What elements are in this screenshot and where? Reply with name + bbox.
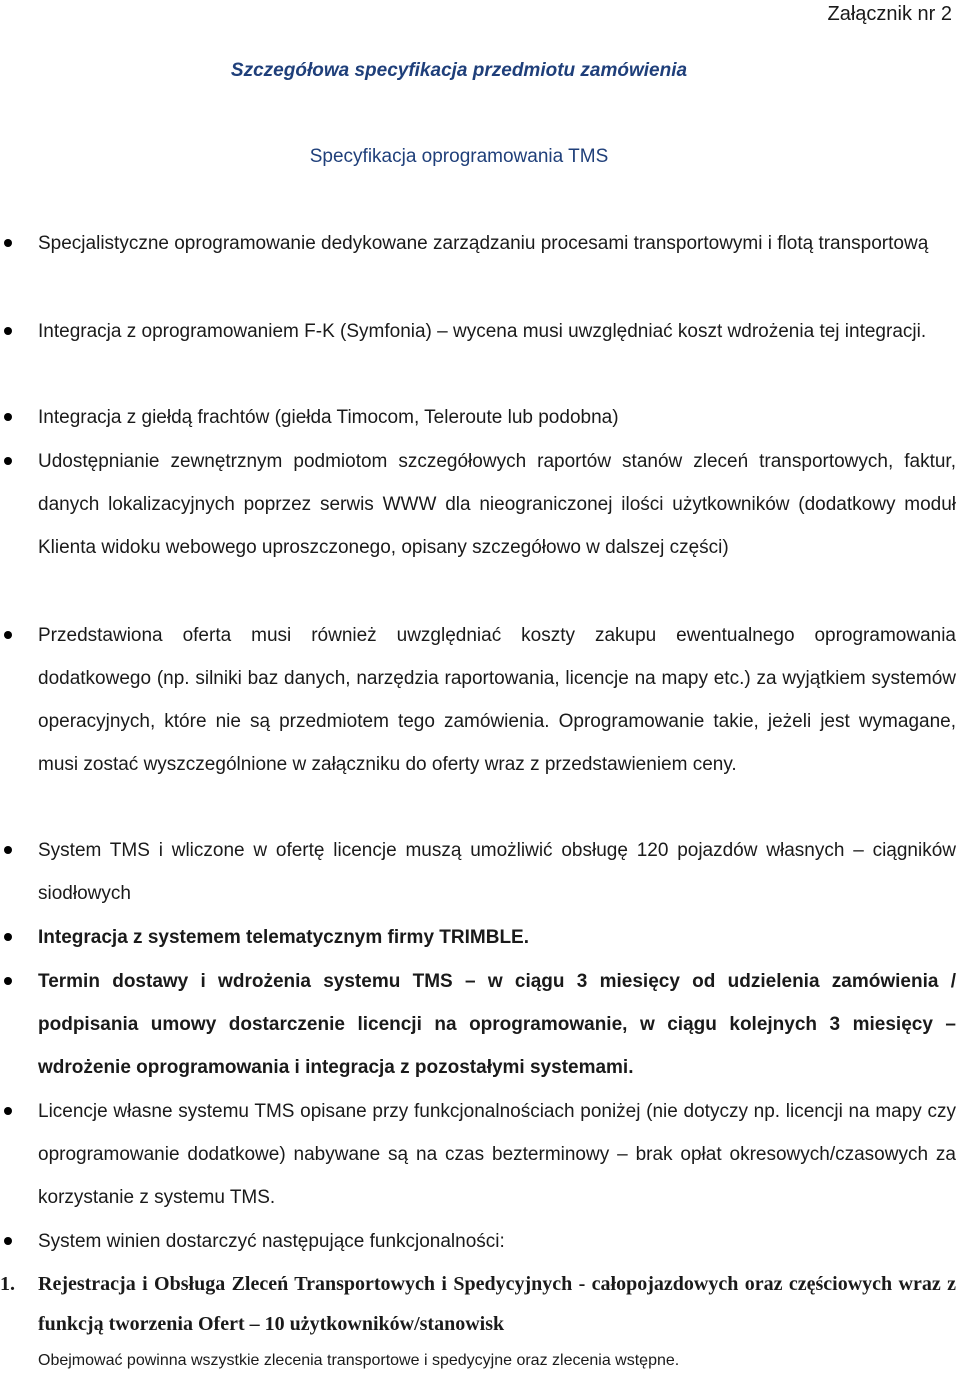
list-item-text: Integracja z oprogramowaniem F-K (Symfonia) – wycena musi uwzględniać koszt wdrożenia tej integracji. <box>38 321 927 342</box>
item-number: 1. <box>0 1273 15 1295</box>
list-item-text: Przedstawiona oferta musi również uwzględniać koszty zakupu ewentualnego oprogramowania dodatkowego (np. silniki baz danych, narzędzia raportowania, licencje na mapy etc.) za wyjątkiem systemów operacyjnych, które nie są przedmiotem tego zamówienia. Oprogramowanie takie, jeżeli jest wymagane, musi zostać wyszczególnione w załączniku do oferty wraz z przedstawieniem ceny. <box>38 625 956 775</box>
bullet-icon <box>4 933 12 941</box>
list-item-text: Termin dostawy i wdrożenia systemu TMS – w ciągu 3 miesięcy od udzielenia zamówienia / podpisania umowy dostarczenie licencji na oprogramowanie, w ciągu kolejnych 3 miesięcy – wdrożenie oprogramowania i integracja z pozostałymi systemami. <box>38 971 956 1078</box>
list-item-text: Udostępnianie zewnętrznym podmiotom szczegółowych raportów stanów zleceń transportowych, faktur, danych lokalizacyjnych poprzez serwis WWW dla nieograniczonej ilości użytkowników (dodatkowy moduł Klienta widoku webowego uproszczonego, opisany szczegółowo w dalszej części) <box>38 451 956 558</box>
list-item-text: System winien dostarczyć następujące funkcjonalności: <box>38 1231 505 1252</box>
list-item <box>38 440 956 569</box>
bullet-icon <box>4 846 12 854</box>
bullet-icon <box>4 413 12 421</box>
page-subtitle: Specyfikacja oprogramowania TMS <box>309 146 609 167</box>
list-item-text: System TMS i wliczone w ofertę licencje muszą umożliwić obsługę 120 pojazdów własnych – ciągników siodłowych <box>38 840 956 904</box>
bullet-icon <box>4 239 12 247</box>
bullet-icon <box>4 631 12 639</box>
bullet-icon <box>4 457 12 465</box>
page-title: Szczegółowa specyfikacja przedmiotu zamówienia <box>230 60 688 81</box>
list-item <box>38 1220 956 1263</box>
bullet-icon <box>4 977 12 985</box>
list-item <box>38 222 956 265</box>
list-item <box>38 614 956 786</box>
attachment-label: Załącznik nr 2 <box>827 3 952 25</box>
list-item <box>38 310 956 353</box>
bullet-icon <box>4 327 12 335</box>
list-item <box>38 396 956 439</box>
bullet-icon <box>4 1237 12 1245</box>
numbered-item-text: Rejestracja i Obsługa Zleceń Transportowych i Spedycyjnych - całopojazdowych oraz częściowych wraz z funkcją tworzenia Ofert – 10 użytkowników/stanowisk <box>38 1273 956 1335</box>
list-item <box>38 829 956 915</box>
numbered-item <box>0 1264 956 1344</box>
list-item <box>38 916 956 959</box>
list-item <box>38 1090 956 1219</box>
list-item-text: Integracja z giełdą frachtów (giełda Timocom, Teleroute lub podobna) <box>38 407 619 428</box>
list-item-text: Specjalistyczne oprogramowanie dedykowane zarządzaniu procesami transportowymi i flotą transportową <box>38 233 929 254</box>
list-item-text: Licencje własne systemu TMS opisane przy funkcjonalnościach poniżej (nie dotyczy np. licencji na mapy czy oprogramowanie dodatkowe) nabywane są na czas bezterminowy – brak opłat okresowych/czasowych za korzystanie z systemu TMS. <box>38 1101 956 1208</box>
list-item-text: Integracja z systemem telematycznym firmy TRIMBLE. <box>38 927 530 948</box>
bullet-icon <box>4 1107 12 1115</box>
list-item <box>38 960 956 1089</box>
section-note: Obejmować powinna wszystkie zlecenia transportowe i spedycyjne oraz zlecenia wstępne. <box>38 1352 680 1369</box>
